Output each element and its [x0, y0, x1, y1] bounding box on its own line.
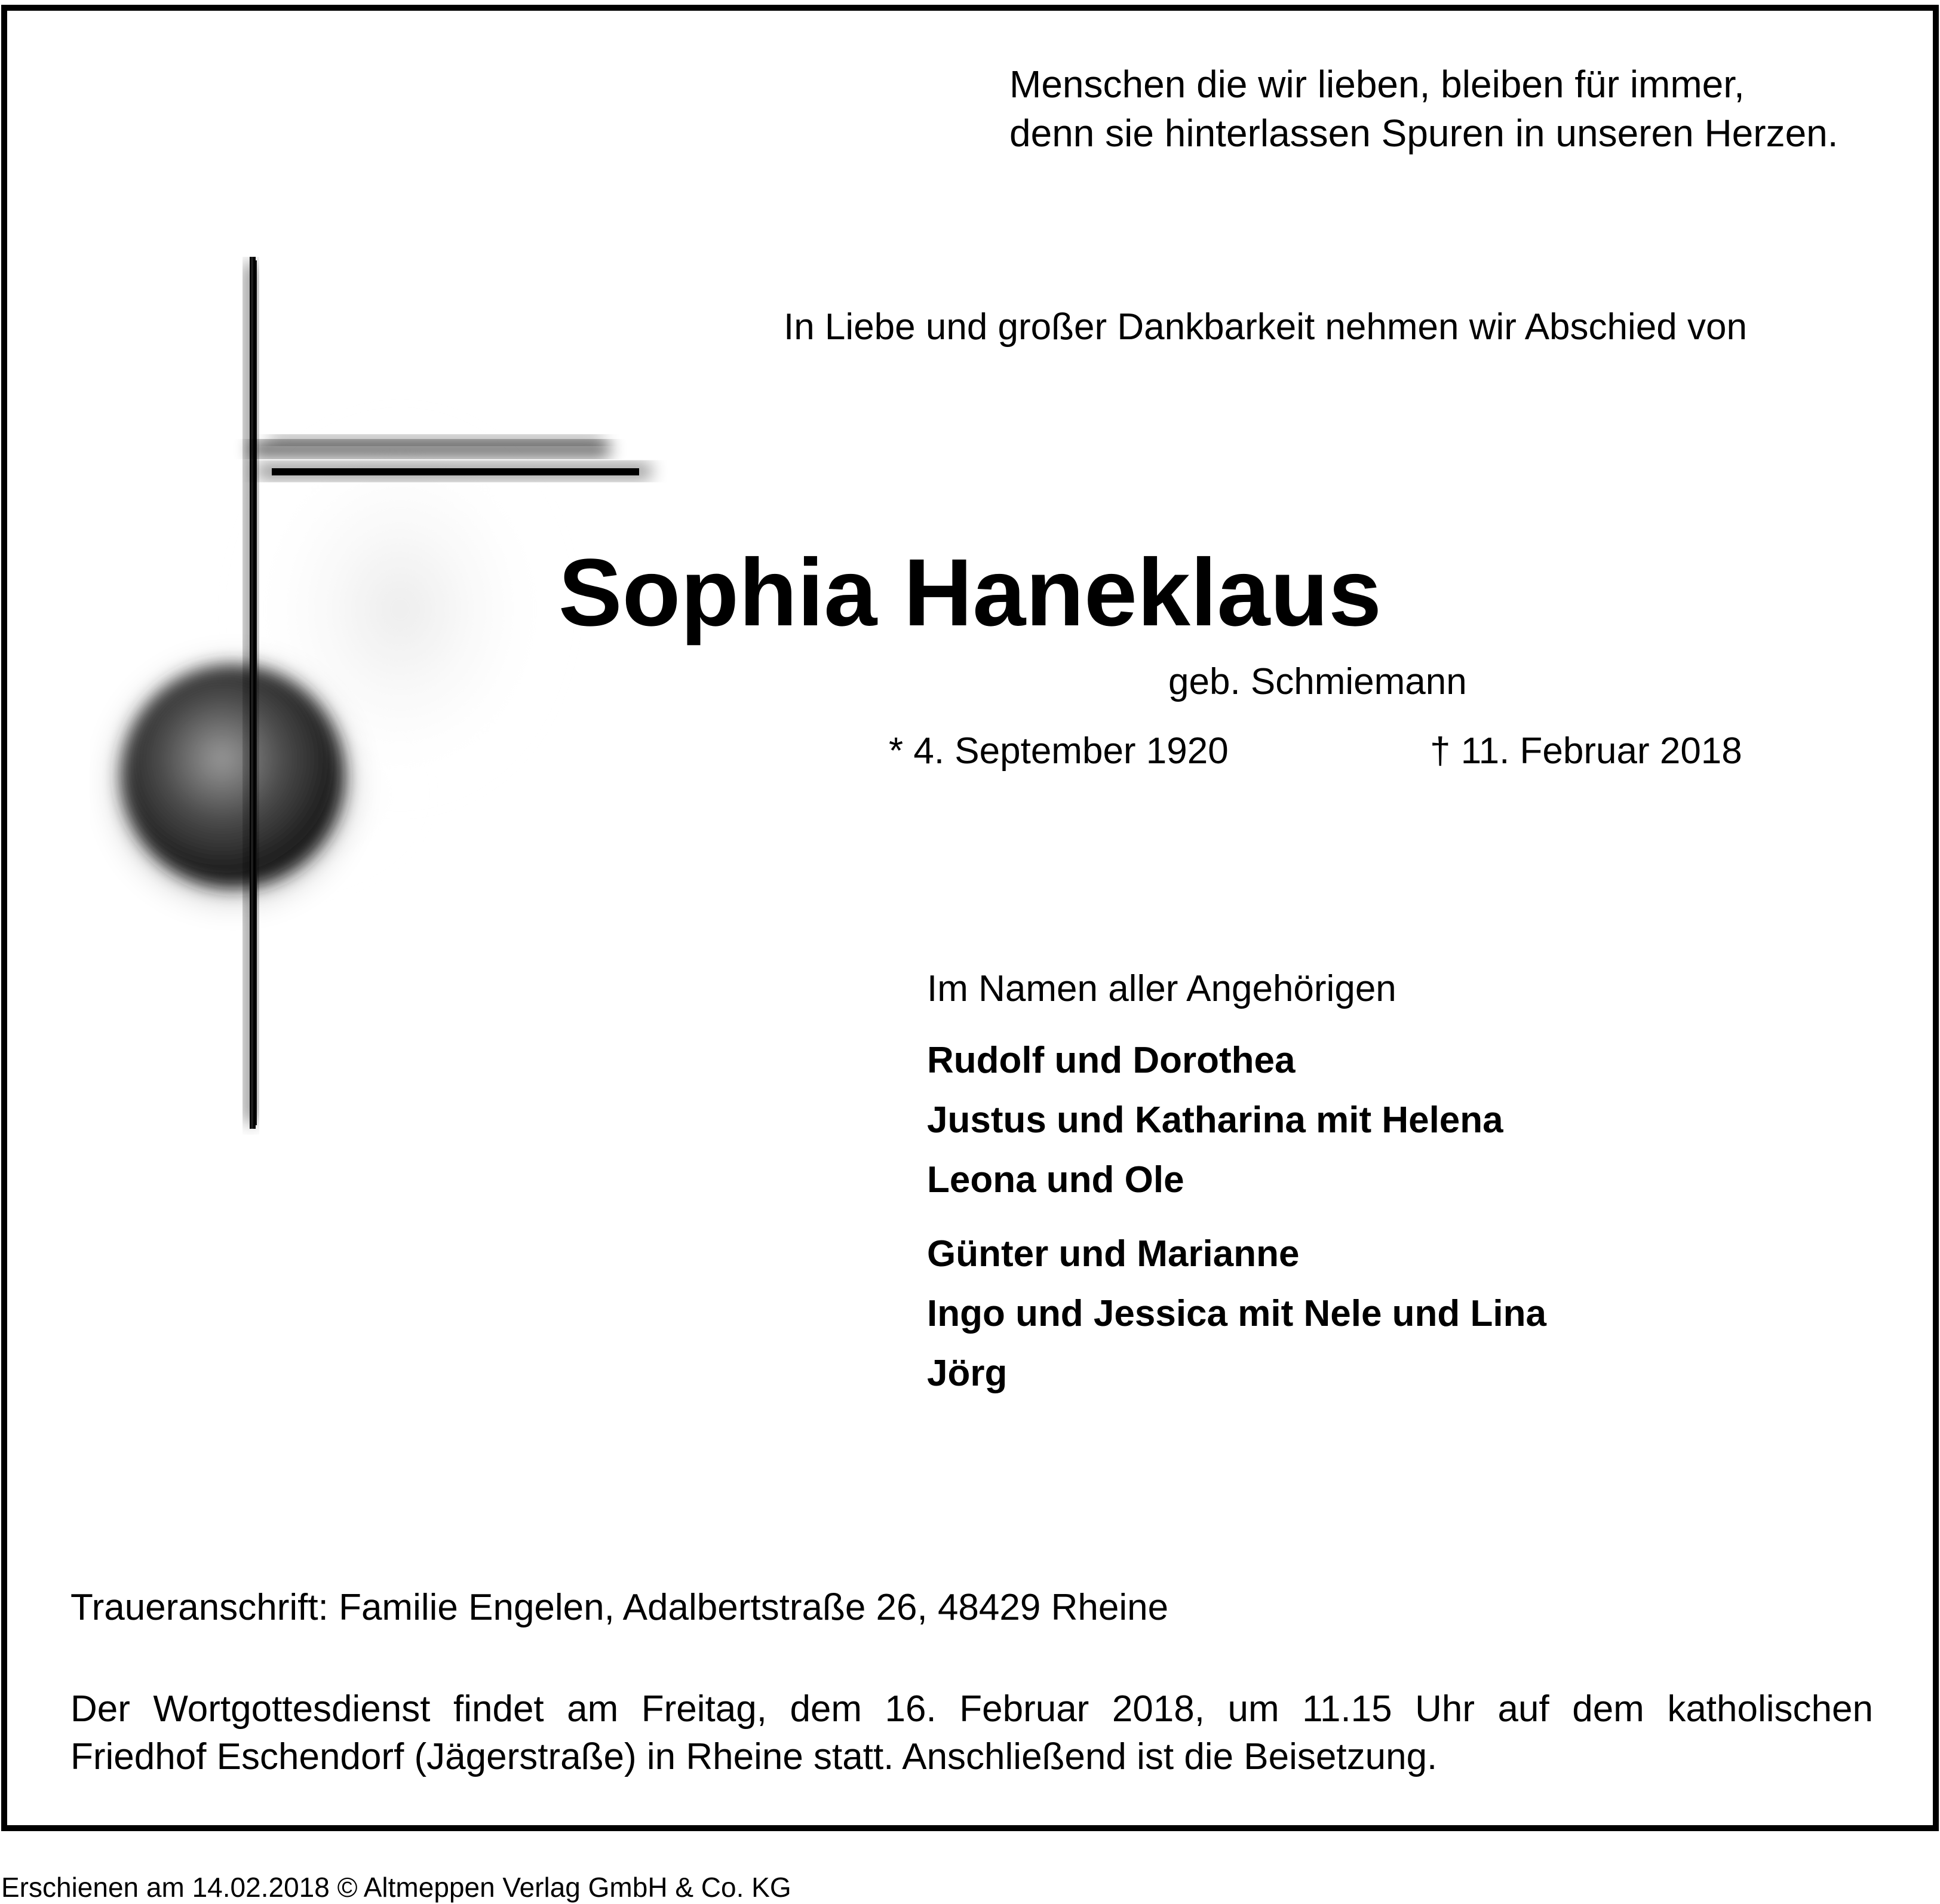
service-info — [70, 1685, 1873, 1781]
publication-footer: Erschienen am 14.02.2018 © Altmeppen Verlag GmbH & Co. KG — [1, 1872, 791, 1903]
mourner-name: Jörg — [927, 1353, 1008, 1394]
deceased-name-row — [0, 538, 1940, 647]
service-line-1: Der Wortgottesdienst findet am Freitag, dem 16. Februar 2018, um 11.15 Uhr auf dem katholischen — [70, 1688, 1873, 1730]
mourner-name: Leona und Ole — [927, 1159, 1184, 1200]
sphere-icon — [119, 665, 346, 896]
service-line-2: Friedhof Eschendorf (Jägerstraße) in Rheine statt. Anschließend ist die Beisetzung. — [70, 1736, 1438, 1777]
mourner-name: Günter und Marianne — [927, 1233, 1300, 1275]
cross-sphere-illustration — [90, 257, 675, 1135]
death-date: † 11. Februar 2018 — [1430, 730, 1742, 772]
mourning-address: Traueranschrift: Familie Engelen, Adalbertstraße 26, 48429 Rheine — [70, 1587, 1169, 1628]
deceased-name: Sophia Haneklaus — [558, 539, 1382, 646]
farewell-intro: In Liebe und großer Dankbarkeit nehmen wir Abschied von — [784, 306, 1747, 348]
mourner-name: Justus und Katharina mit Helena — [927, 1100, 1503, 1141]
mourner-name: Ingo und Jessica mit Nele und Lina — [927, 1293, 1546, 1334]
family-intro: Im Namen aller Angehörigen — [927, 968, 1396, 1009]
verse-line-1: Menschen die wir lieben, bleiben für immer, — [1009, 63, 1745, 106]
mourner-name: Rudolf und Dorothea — [927, 1040, 1296, 1081]
birth-name: geb. Schmiemann — [1168, 661, 1467, 702]
verse — [1009, 60, 1838, 158]
birth-date: * 4. September 1920 — [889, 730, 1229, 772]
verse-line-2: denn sie hinterlassen Spuren in unseren Herzen. — [1009, 112, 1838, 155]
